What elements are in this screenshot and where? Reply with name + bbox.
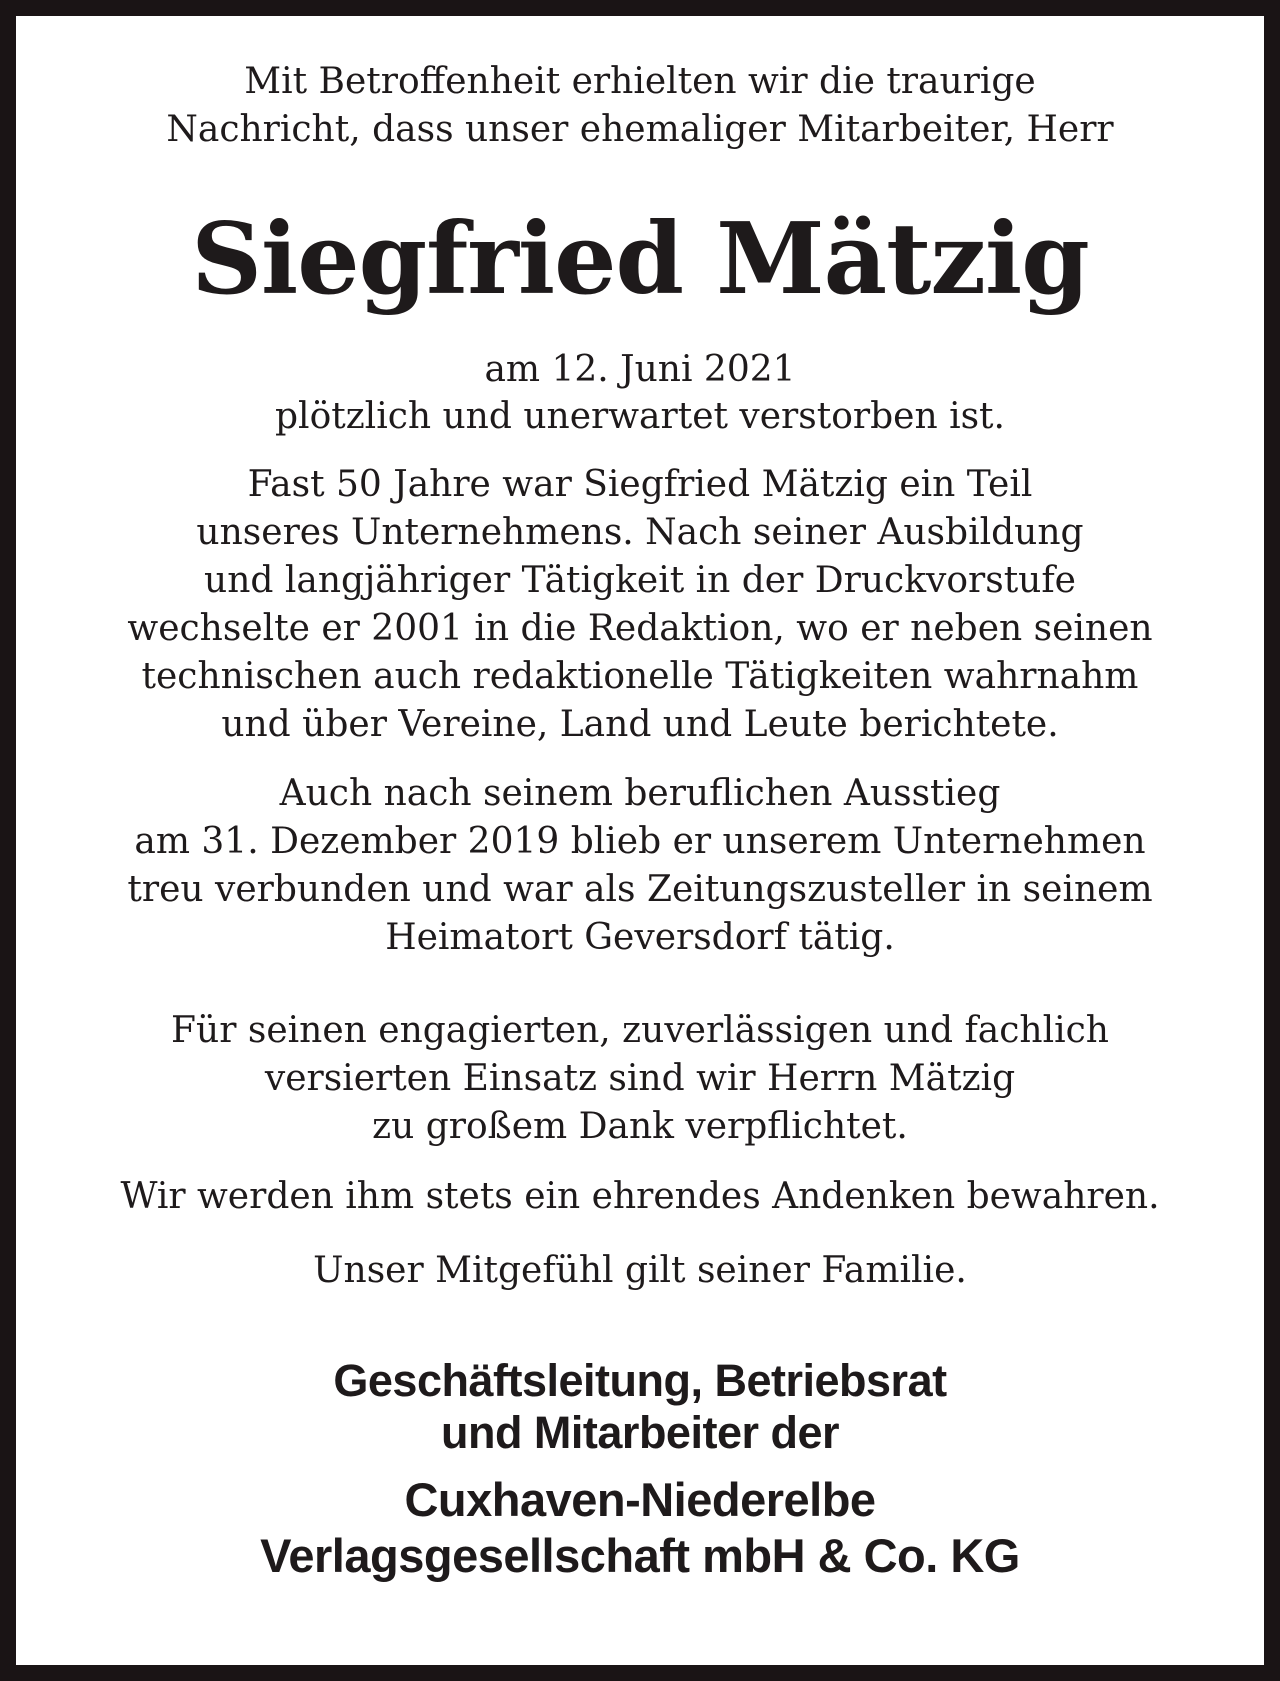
notice-sheet	[16, 16, 1264, 1665]
intro-text: Mit Betroffenheit erhielten wir die traurige Nachricht, dass unser ehemaliger Mitarbeiter, Herr	[166, 61, 1114, 150]
signature-roles: Geschäftsleitung, Betriebsrat und Mitarbeiter der	[333, 1355, 947, 1458]
deceased-name: Siegfried Mätzig	[191, 202, 1089, 317]
paragraph-retirement: Auch nach seinem beruflichen Ausstieg am 31. Dezember 2019 blieb er unserem Unternehmen treu verbunden und war als Zeitungszusteller in seinem Heimatort Geversdorf tätig.	[127, 773, 1153, 958]
death-date-text: am 12. Juni 2021 plötzlich und unerwartet verstorben ist.	[275, 349, 1005, 437]
paragraph-remembrance: Wir werden ihm stets ein ehrendes Andenken bewahren.	[120, 1176, 1160, 1217]
signature-company: Cuxhaven-Niederelbe Verlagsgesellschaft mbH & Co. KG	[260, 1473, 1020, 1582]
paragraph-career: Fast 50 Jahre war Siegfried Mätzig ein Teil unseres Unternehmens. Nach seiner Ausbildung und langjähriger Tätigkeit in der Druckvorstufe wechselte er 2001 in die Redaktion, wo er neben seinen technischen auch redaktionelle Tätigkeiten wahrnahm und über Vereine, Land und Leute berichtete.	[127, 464, 1153, 745]
paragraph-condolence: Unser Mitgefühl gilt seiner Familie.	[313, 1250, 967, 1291]
paragraph-thanks: Für seinen engagierten, zuverlässigen und fachlich versierten Einsatz sind wir Herrn Mätzig zu großem Dank verpflichtet.	[171, 1010, 1109, 1147]
